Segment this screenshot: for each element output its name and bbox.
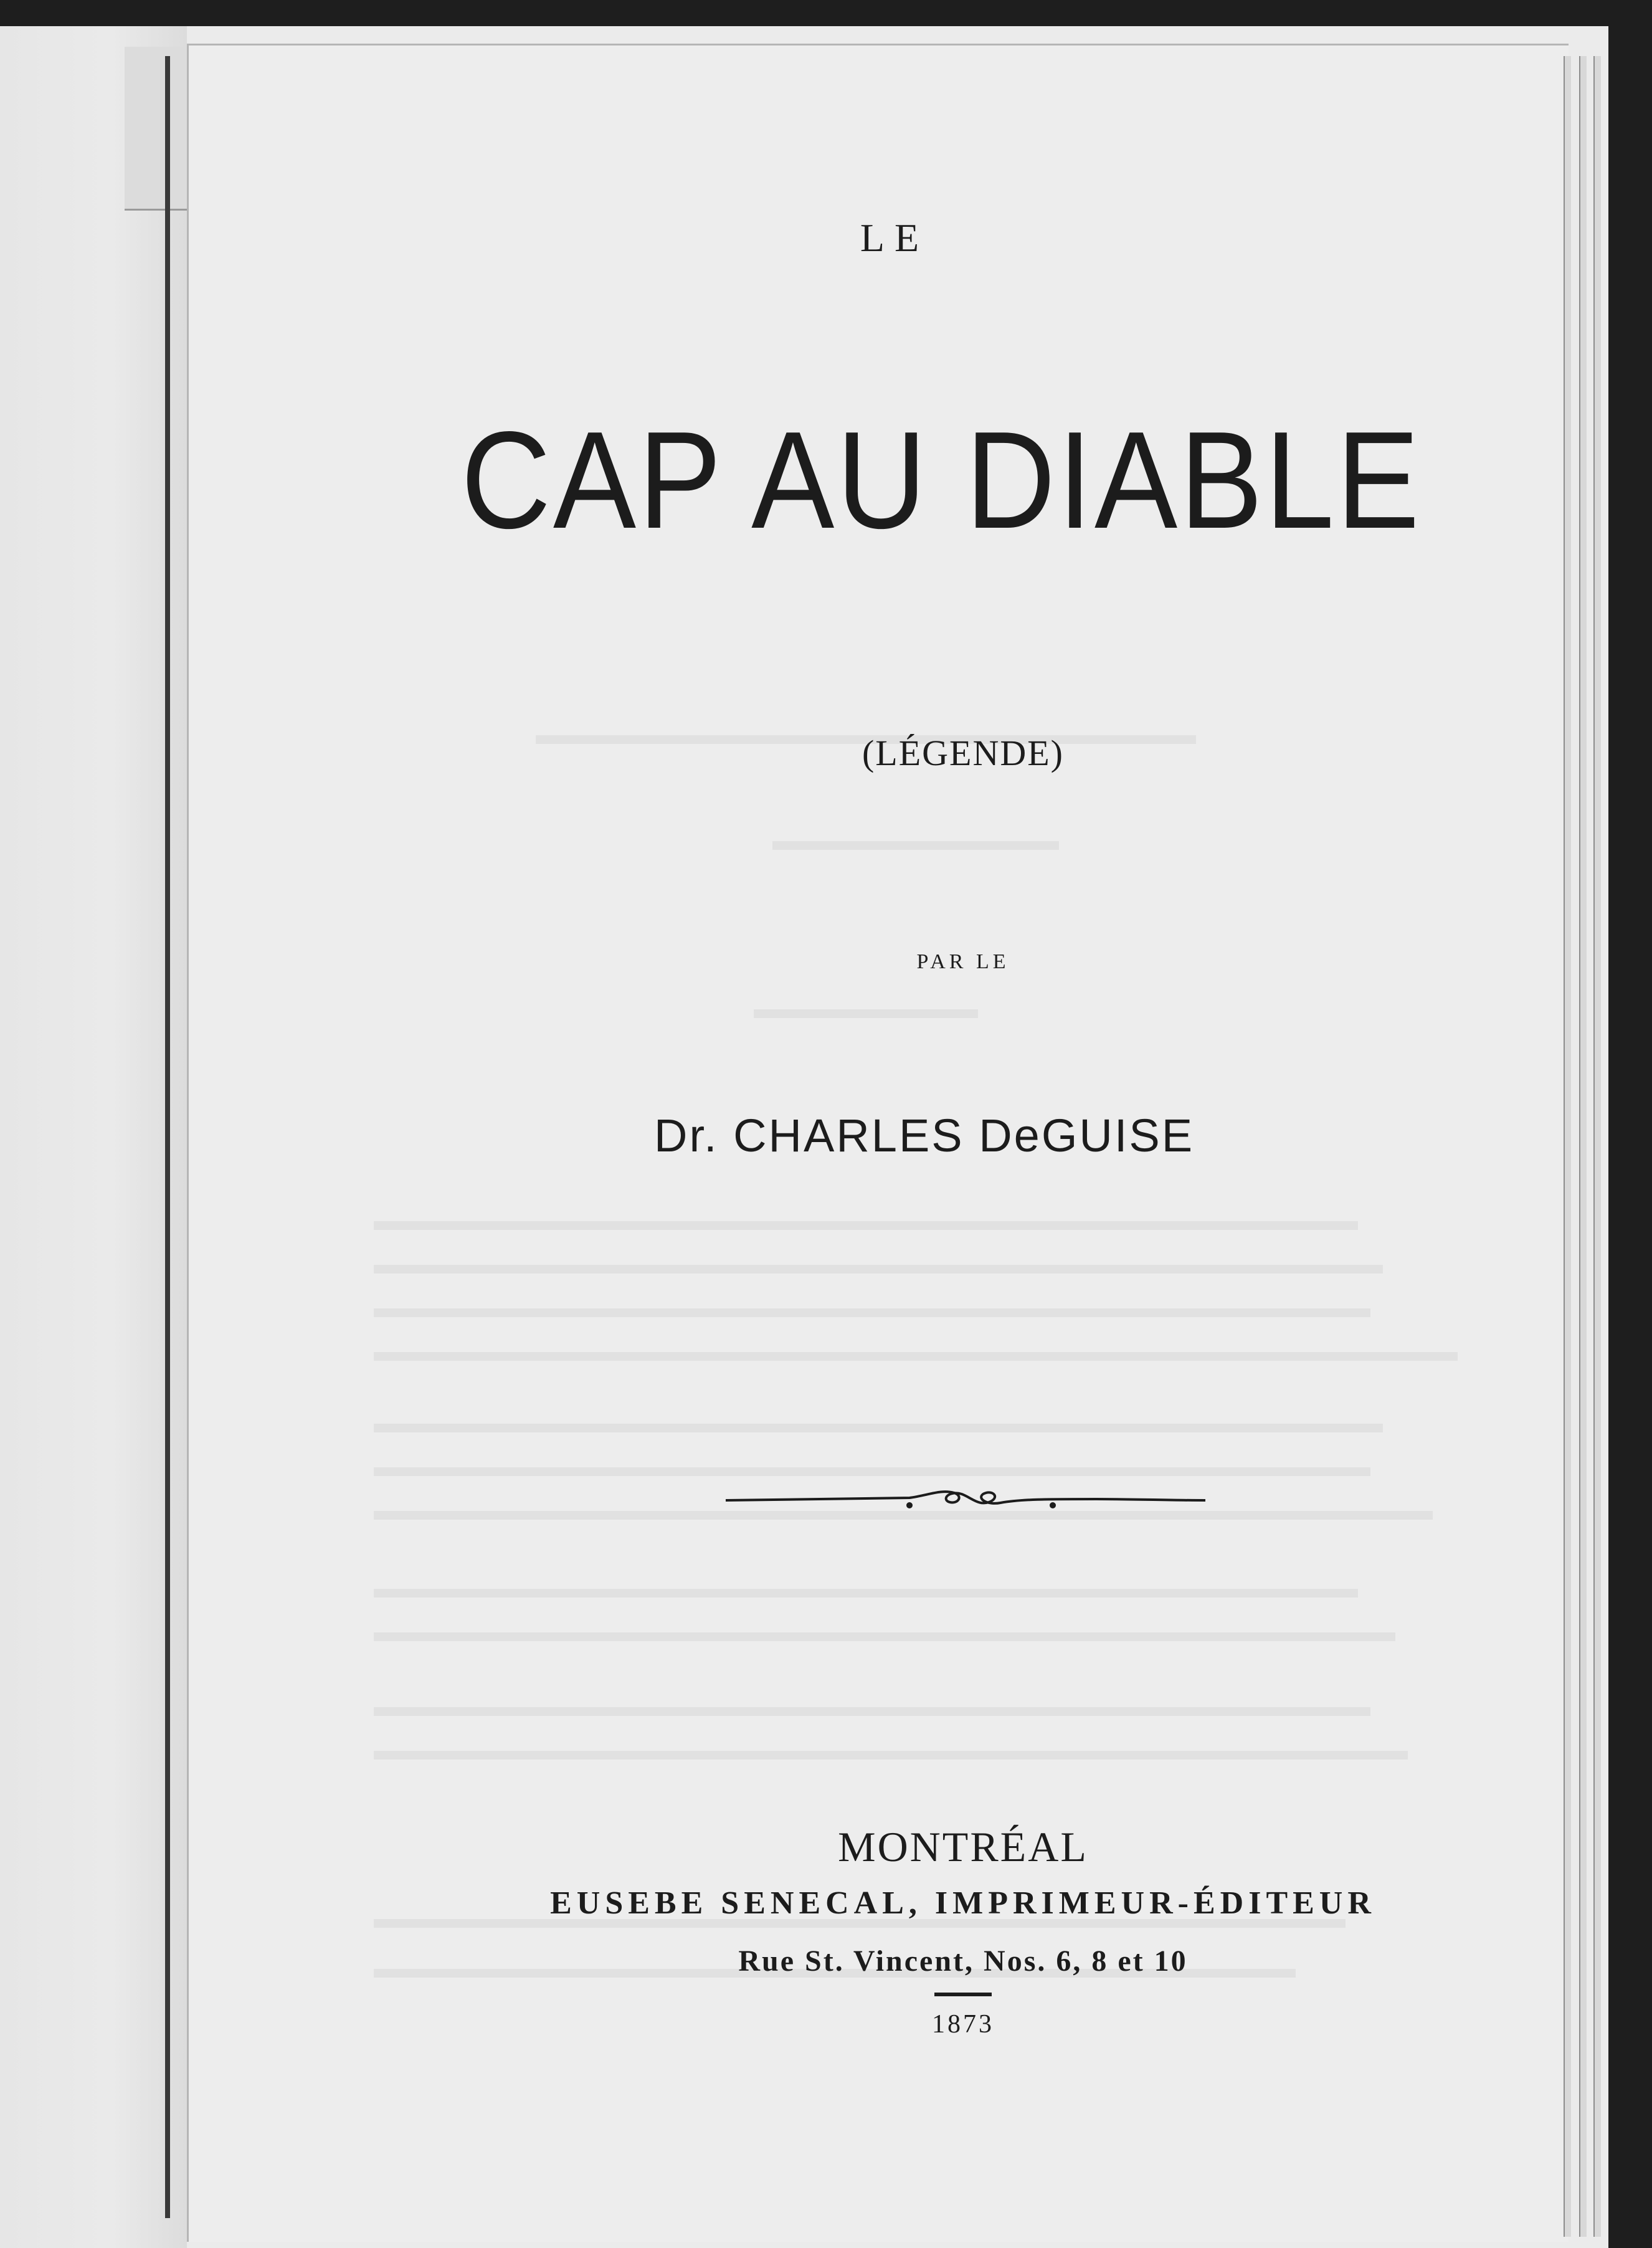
- by-line: PAR LE: [916, 950, 1010, 973]
- publication-city: MONTRÉAL: [838, 1823, 1088, 1870]
- bleed-through-line: [374, 1632, 1395, 1641]
- bleed-through-line: [374, 1589, 1358, 1598]
- title-article: LE: [860, 216, 929, 260]
- bleed-through-line: [374, 1221, 1358, 1230]
- book-title: CAP AU DIABLE: [461, 403, 1422, 558]
- year-rule: [934, 1993, 992, 1996]
- publisher-address: Rue St. Vincent, Nos. 6, 8 et 10: [738, 1945, 1188, 1978]
- bleed-through-line: [374, 1352, 1458, 1361]
- bleed-through-line: [374, 1308, 1370, 1317]
- bleed-through-line: [374, 1751, 1408, 1760]
- bleed-through-line: [374, 1707, 1370, 1716]
- bleed-through-line: [754, 1009, 978, 1018]
- book-subtitle: (LÉGENDE): [862, 733, 1064, 773]
- author-name: Dr. CHARLES DeGUISE: [654, 1110, 1195, 1161]
- scroll-flourish-icon: [723, 1470, 1208, 1526]
- bleed-through-line: [772, 841, 1059, 850]
- bleed-through-line: [374, 1265, 1383, 1274]
- publisher-name: EUSEBE SENECAL, IMPRIMEUR-ÉDITEUR: [550, 1885, 1376, 1921]
- bleed-through-line: [374, 1424, 1383, 1432]
- scan-border-top: [0, 0, 1652, 26]
- publication-year: 1873: [932, 2010, 994, 2039]
